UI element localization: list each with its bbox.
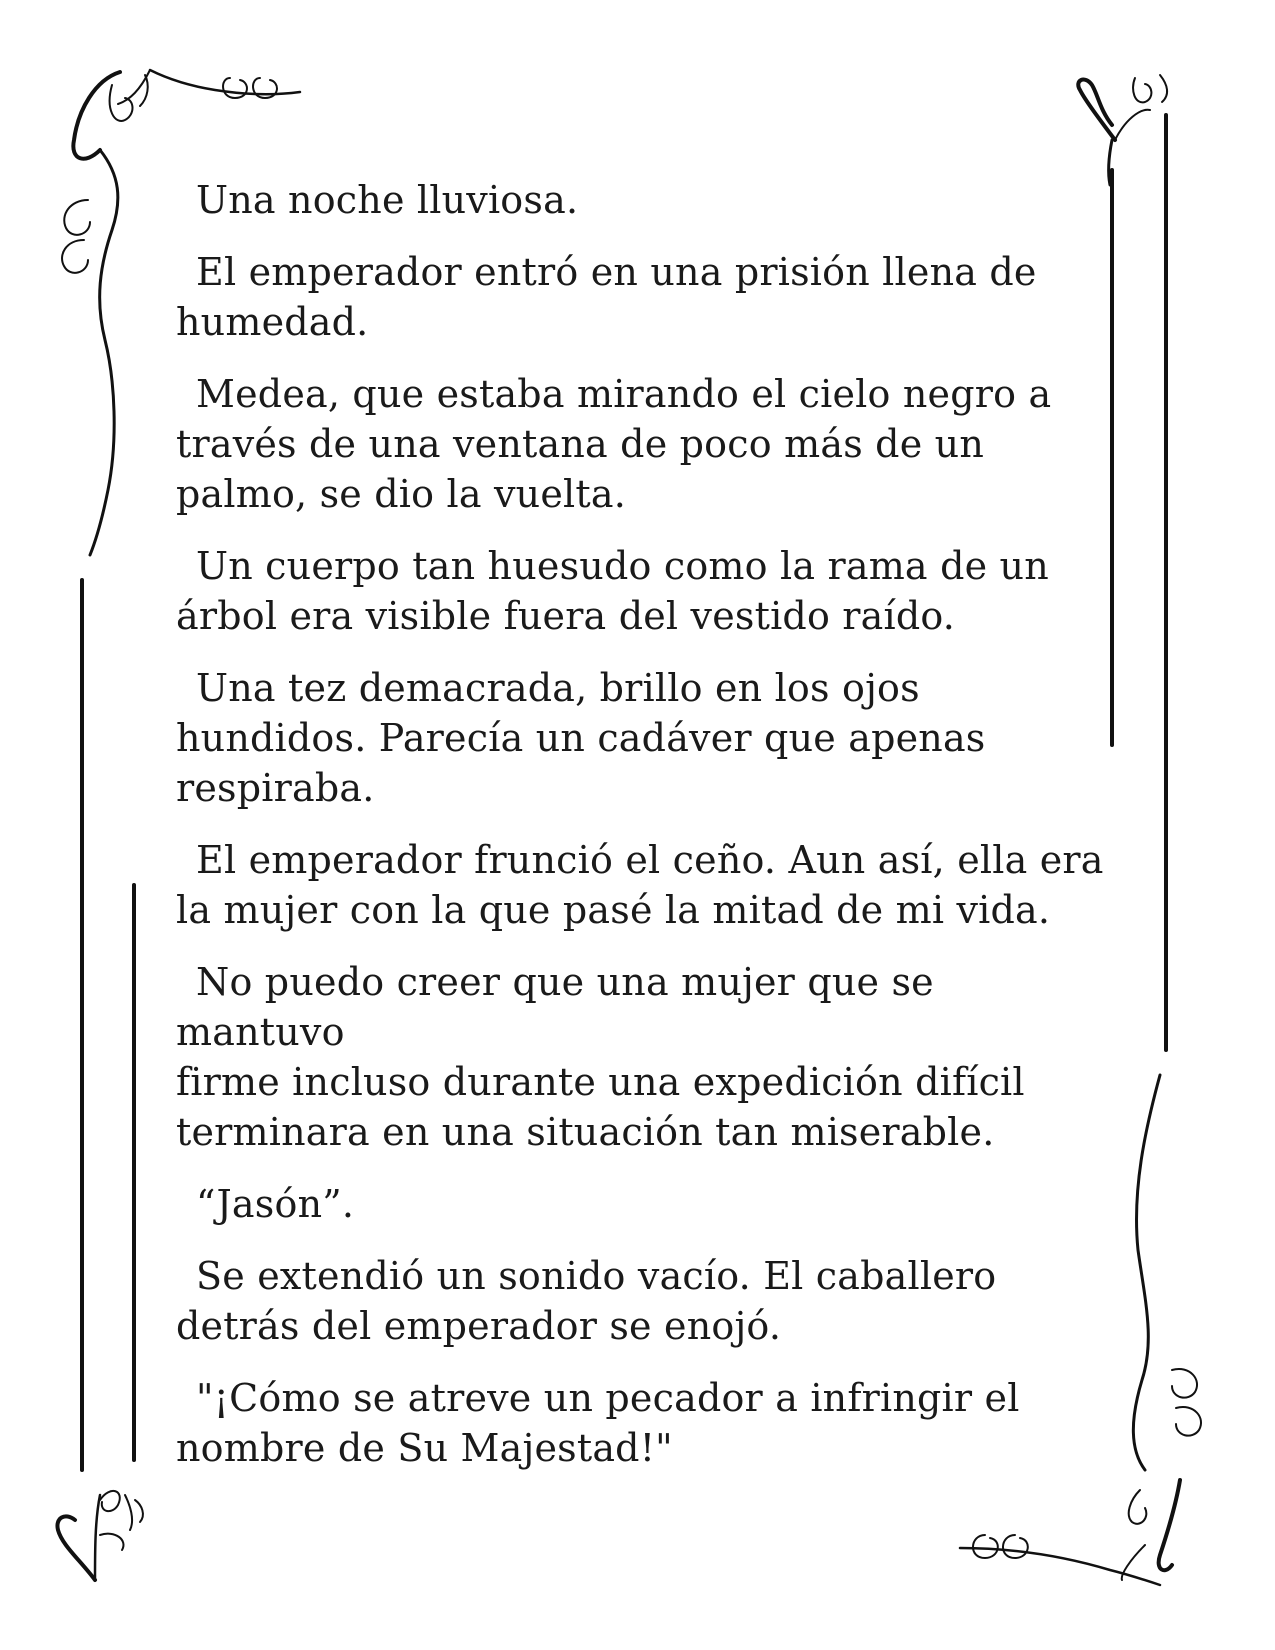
paragraph: "¡Cómo se atreve un pecador a infringir el nombre de Su Majestad!": [176, 1376, 1020, 1470]
paragraph: Una noche lluviosa.: [196, 178, 579, 222]
top-right-flourish-icon: [1078, 75, 1167, 185]
paragraph: No puedo creer que una mujer que se mantuvo firme incluso durante una expedición difícil terminara en una situación tan miserable.: [176, 960, 1025, 1154]
paragraph: Se extendió un sonido vacío. El caballero detrás del emperador se enojó.: [176, 1254, 997, 1348]
paragraph: Una tez demacrada, brillo en los ojos hundidos. Parecía un cadáver que apenas respiraba.: [176, 666, 986, 810]
bottom-left-flourish-icon: [57, 1491, 142, 1580]
paragraph: Medea, que estaba mirando el cielo negro a través de una ventana de poco más de un palmo, se dio la vuelta.: [176, 372, 1052, 516]
story-text: [176, 175, 1106, 1495]
paragraph: “Jasón”.: [196, 1182, 355, 1226]
paragraph: El emperador entró en una prisión llena de humedad.: [176, 250, 1037, 344]
paragraph: El emperador frunció el ceño. Aun así, ella era la mujer con la que pasé la mitad de mi vida.: [176, 838, 1104, 932]
paragraph: Un cuerpo tan huesudo como la rama de un árbol era visible fuera del vestido raído.: [176, 544, 1049, 638]
